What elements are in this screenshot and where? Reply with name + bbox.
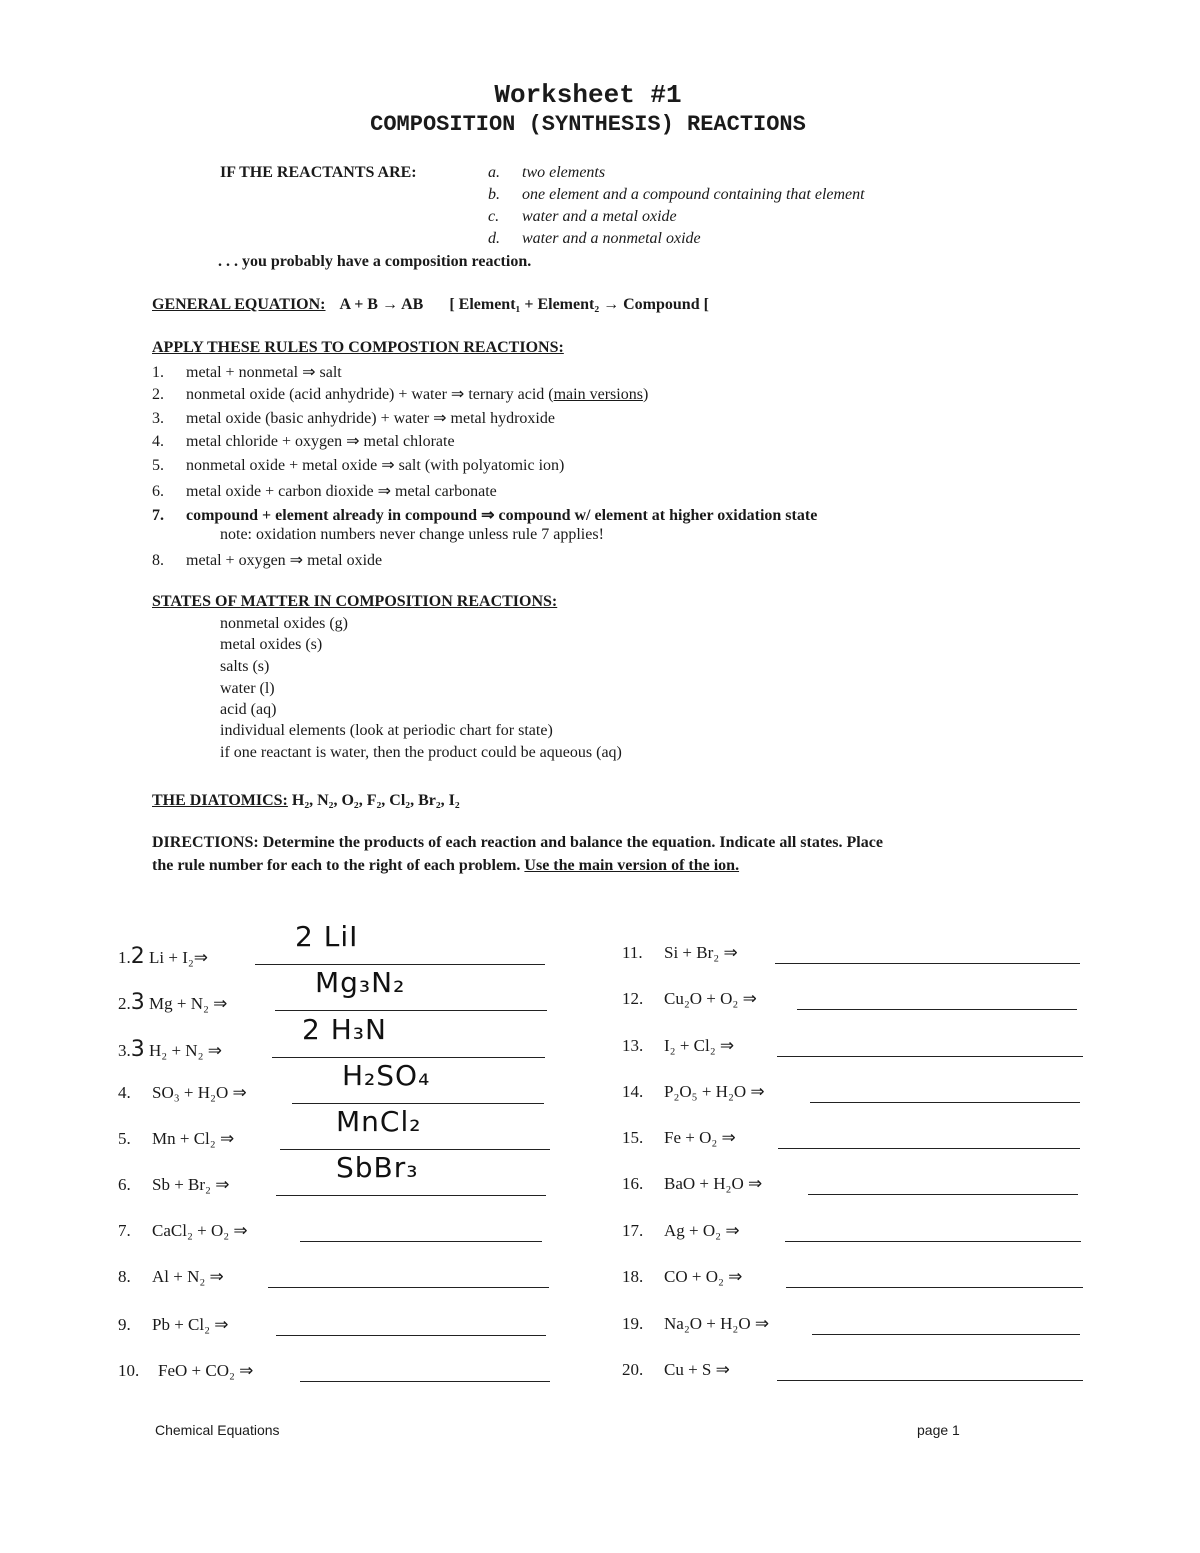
answer-line-19[interactable] bbox=[812, 1298, 1080, 1335]
problem-12: 12. Cu₂O + O₂ ⇒ bbox=[622, 989, 757, 1008]
answer-line-13[interactable] bbox=[777, 1020, 1083, 1057]
problem-2: 2.3 Mg + N₂ ⇒ bbox=[118, 990, 228, 1015]
general-equation bbox=[152, 296, 709, 314]
handwritten-coefficient: 3 bbox=[130, 1037, 145, 1062]
problem-19: 19. Na₂O + H₂O ⇒ bbox=[622, 1314, 770, 1333]
problem-17: 17. Ag + O₂ ⇒ bbox=[622, 1221, 740, 1240]
rule-item: 3. metal oxide (basic anhydride) + water ⇒ metal hydroxide bbox=[152, 410, 555, 427]
answer-line-12[interactable] bbox=[797, 973, 1077, 1010]
problem-5: 5. Mn + Cl₂ ⇒ bbox=[118, 1129, 235, 1148]
diatomics-label: THE DIATOMICS: bbox=[152, 792, 288, 809]
problem-7: 7. CaCl₂ + O₂ ⇒ bbox=[118, 1221, 248, 1240]
footer-title: Chemical Equations bbox=[155, 1422, 280, 1438]
condition-d: d. water and a nonmetal oxide bbox=[488, 230, 701, 247]
answer-line-17[interactable] bbox=[785, 1205, 1081, 1242]
handwritten-coefficient: 2 bbox=[130, 944, 145, 969]
state-item: if one reactant is water, then the product could be aqueous (aq) bbox=[220, 744, 622, 761]
answer-line-18[interactable] bbox=[786, 1251, 1083, 1288]
general-equation-formula: A + B → AB bbox=[339, 296, 424, 313]
condition-a: a. two elements bbox=[488, 164, 606, 181]
rule-note: note: oxidation numbers never change unless rule 7 applies! bbox=[220, 526, 604, 543]
page-number: page 1 bbox=[917, 1422, 960, 1438]
rule-item: 8. metal + oxygen ⇒ metal oxide bbox=[152, 552, 383, 569]
condition-b: b. one element and a compound containing that element bbox=[488, 186, 865, 203]
state-item: acid (aq) bbox=[220, 701, 277, 718]
directions-line1: DIRECTIONS: Determine the products of each reaction and balance the equation. Indicate all states. Place bbox=[152, 834, 883, 851]
rules-heading: APPLY THESE RULES TO COMPOSTION REACTIONS: bbox=[152, 339, 564, 356]
problem-6: 6. Sb + Br₂ ⇒ bbox=[118, 1175, 230, 1194]
problem-8: 8. Al + N₂ ⇒ bbox=[118, 1267, 224, 1286]
handwritten-coefficient: 3 bbox=[130, 990, 145, 1015]
state-item: nonmetal oxides (g) bbox=[220, 615, 348, 632]
handwritten-answer: SbBr₃ bbox=[336, 1151, 419, 1184]
problem-3: 3.3 H₂ + N₂ ⇒ bbox=[118, 1037, 222, 1062]
problem-9: 9. Pb + Cl₂ ⇒ bbox=[118, 1315, 229, 1334]
answer-line-20[interactable] bbox=[777, 1344, 1083, 1381]
state-item: salts (s) bbox=[220, 658, 270, 675]
handwritten-answer: 2 LiI bbox=[295, 920, 359, 953]
state-item: individual elements (look at periodic chart for state) bbox=[220, 722, 553, 739]
directions-line2: the rule number for each to the right of each problem. Use the main version of the ion. bbox=[152, 857, 740, 874]
problem-13: 13. I₂ + Cl₂ ⇒ bbox=[622, 1036, 735, 1055]
answer-line-6[interactable] bbox=[276, 1151, 546, 1196]
state-item: metal oxides (s) bbox=[220, 636, 323, 653]
problem-14: 14. P₂O₅ + H₂O ⇒ bbox=[622, 1082, 765, 1101]
answer-line-10[interactable] bbox=[300, 1345, 550, 1382]
answer-line-14[interactable] bbox=[810, 1066, 1080, 1103]
general-equation-words: [ Element₁ + Element₂ → Compound [ bbox=[449, 296, 709, 313]
handwritten-answer: Mg₃N₂ bbox=[315, 966, 406, 999]
problem-18: 18. CO + O₂ ⇒ bbox=[622, 1267, 743, 1286]
answer-line-2[interactable] bbox=[275, 966, 547, 1011]
state-item: water (l) bbox=[220, 680, 275, 697]
condition-c: c. water and a metal oxide bbox=[488, 208, 677, 225]
answer-line-9[interactable] bbox=[276, 1299, 546, 1336]
problem-4: 4. SO₃ + H₂O ⇒ bbox=[118, 1083, 247, 1102]
answer-line-7[interactable] bbox=[300, 1205, 542, 1242]
worksheet-title: Worksheet #1 bbox=[494, 80, 682, 110]
reactants-label: IF THE REACTANTS ARE: bbox=[220, 164, 417, 181]
handwritten-answer: 2 H₃N bbox=[302, 1013, 387, 1046]
diatomics bbox=[152, 792, 460, 810]
problem-20: 20. Cu + S ⇒ bbox=[622, 1360, 730, 1379]
rule-item: 5. nonmetal oxide + metal oxide ⇒ salt (with polyatomic ion) bbox=[152, 457, 565, 474]
answer-line-1[interactable] bbox=[255, 920, 545, 965]
problem-15: 15. Fe + O₂ ⇒ bbox=[622, 1128, 736, 1147]
rule-item: 7. compound + element already in compound ⇒ compound w/ element at higher oxidation state bbox=[152, 507, 818, 524]
answer-line-11[interactable] bbox=[775, 927, 1080, 964]
states-heading: STATES OF MATTER IN COMPOSITION REACTIONS: bbox=[152, 593, 558, 610]
answer-line-5[interactable] bbox=[280, 1105, 550, 1150]
handwritten-answer: H₂SO₄ bbox=[342, 1059, 431, 1092]
rule-item: 1. metal + nonmetal ⇒ salt bbox=[152, 364, 342, 381]
problem-1: 1.2 Li + I₂⇒ bbox=[118, 944, 209, 969]
problem-11: 11. Si + Br₂ ⇒ bbox=[622, 943, 738, 962]
diatomics-list: H₂, N₂, O₂, F₂, Cl₂, Br₂, I₂ bbox=[291, 792, 460, 809]
answer-line-8[interactable] bbox=[268, 1251, 549, 1288]
handwritten-answer: MnCl₂ bbox=[336, 1105, 422, 1138]
general-equation-label: GENERAL EQUATION: bbox=[152, 296, 326, 313]
rule-item: 4. metal chloride + oxygen ⇒ metal chlorate bbox=[152, 433, 455, 450]
answer-line-15[interactable] bbox=[778, 1112, 1080, 1149]
worksheet-subtitle: COMPOSITION (SYNTHESIS) REACTIONS bbox=[370, 112, 806, 137]
reactants-conclusion: . . . you probably have a composition reaction. bbox=[218, 253, 532, 270]
answer-line-4[interactable] bbox=[292, 1059, 544, 1104]
rule-item: 6. metal oxide + carbon dioxide ⇒ metal carbonate bbox=[152, 483, 497, 500]
problem-10: 10. FeO + CO₂ ⇒ bbox=[118, 1361, 254, 1380]
answer-line-3[interactable] bbox=[272, 1013, 545, 1058]
problem-16: 16. BaO + H₂O ⇒ bbox=[622, 1174, 763, 1193]
rule-item: 2. nonmetal oxide (acid anhydride) + water ⇒ ternary acid (main versions) bbox=[152, 386, 649, 403]
answer-line-16[interactable] bbox=[808, 1158, 1078, 1195]
